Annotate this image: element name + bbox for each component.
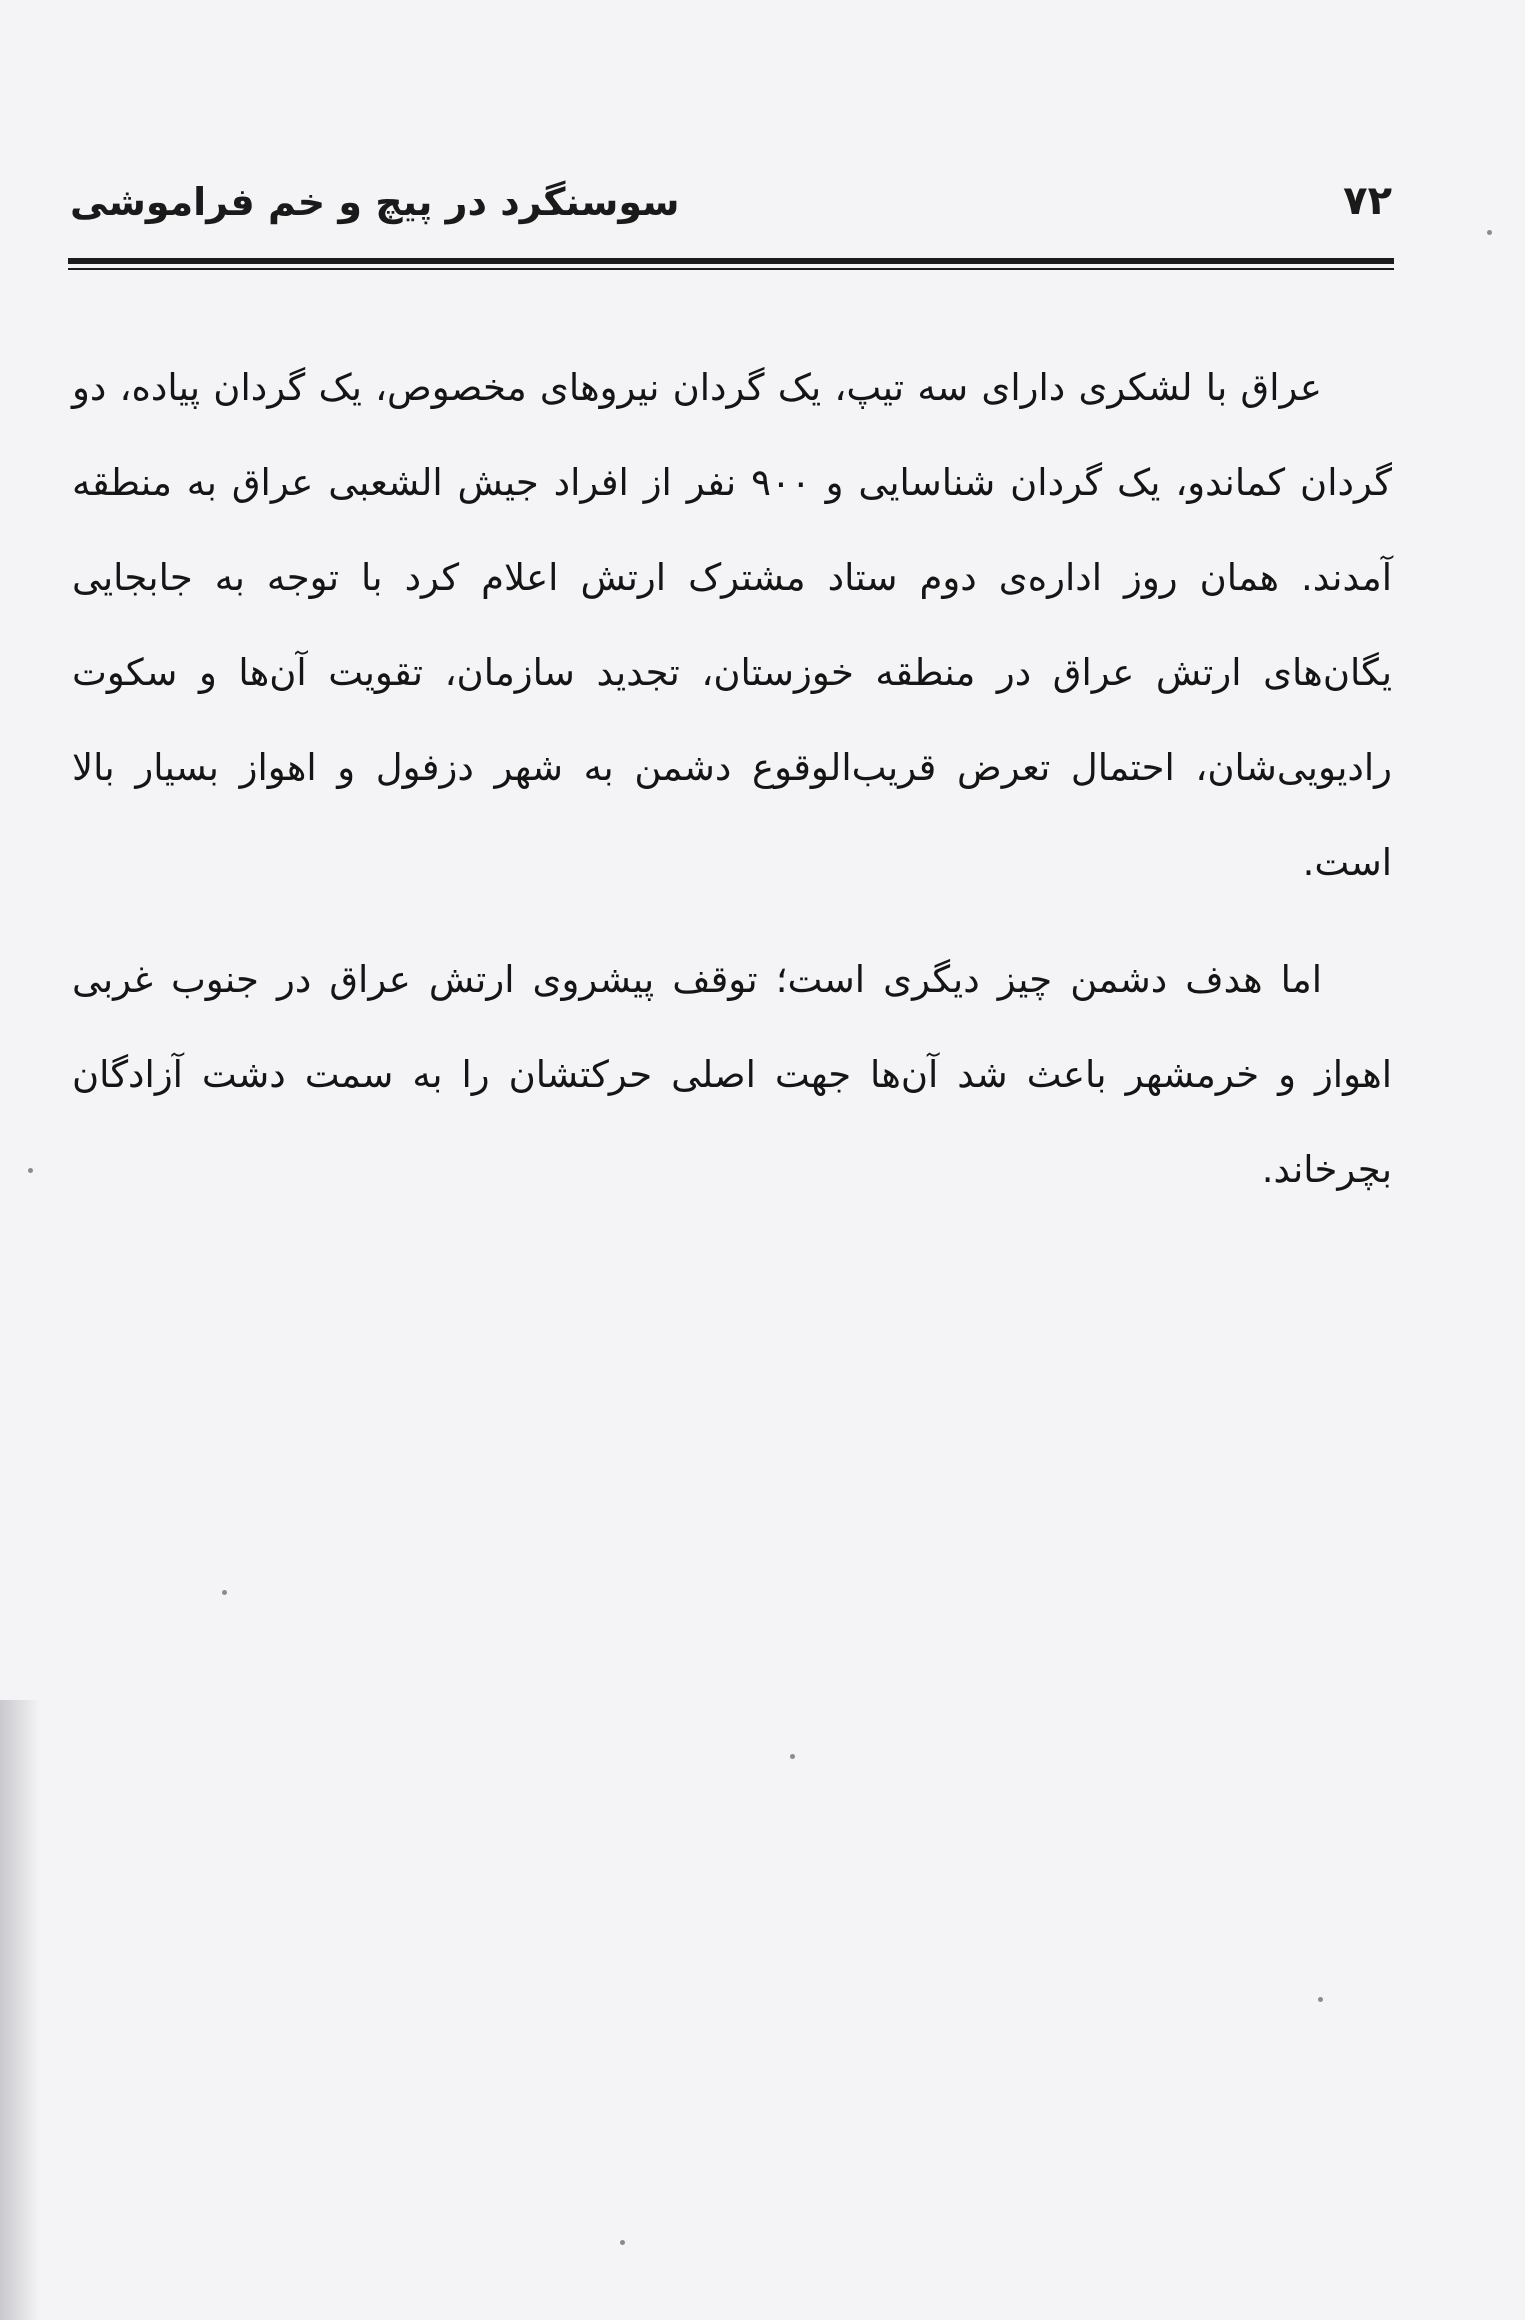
paper-speck	[222, 1590, 227, 1595]
paper-speck	[790, 1754, 795, 1759]
page-header	[70, 178, 1392, 238]
page-number: ۷۲	[1343, 178, 1392, 224]
paper-speck	[28, 1168, 33, 1173]
paragraph-1: عراق با لشکری دارای سه تیپ، یک گردان نیروهای مخصوص، یک گردان پیاده، دو گردان کماندو، یک گردان شناسایی و ۹۰۰ نفر از افراد جیش الشعبی عراق به منطقه آمدند. همان روز اداره‌ی دوم ستاد مشترک ارتش اعلام کرد با توجه به جابجایی یگان‌های ارتش عراق در منطقه خوزستان، تجدید سازمان، تقویت آن‌ها و سکوت رادیویی‌شان، احتمال تعرض قریب‌الوقوع دشمن به شهر دزفول و اهواز بسیار بالا است.	[72, 366, 1392, 884]
paper-speck	[1487, 230, 1492, 235]
paper-speck	[620, 2240, 625, 2245]
paper-speck	[1318, 1997, 1323, 2002]
paragraph-2: اما هدف دشمن چیز دیگری است؛ توقف پیشروی ارتش عراق در جنوب غربی اهواز و خرمشهر باعث شد آن‌ها جهت اصلی حرکتشان را به سمت دشت آزادگان بچرخاند.	[72, 958, 1392, 1191]
page-edge-shadow	[0, 1700, 40, 2320]
running-title: سوسنگرد در پیچ و خم فراموشی	[70, 180, 680, 224]
body-text	[72, 340, 1392, 1239]
header-rule-thin	[68, 268, 1394, 270]
header-rule-thick	[68, 258, 1394, 264]
